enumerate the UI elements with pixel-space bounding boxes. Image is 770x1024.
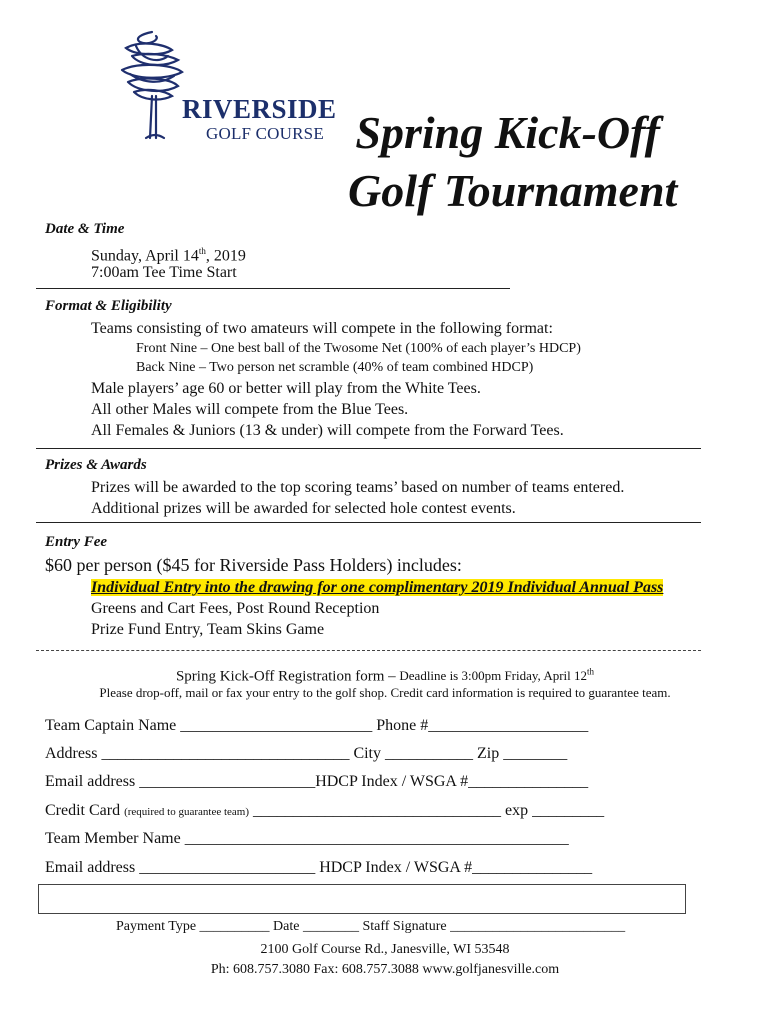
team-captain-phone-field[interactable]: Team Captain Name ________________________ Phone #____________________ [45, 717, 589, 734]
format-heading: Format & Eligibility [45, 298, 172, 314]
page-title [338, 104, 677, 220]
cut-line [36, 650, 701, 651]
eligibility-females: All Females & Juniors (13 & under) will compete from the Forward Tees. [91, 422, 564, 439]
tree-icon [112, 26, 192, 146]
divider [36, 288, 510, 289]
captain-email-hdcp-field[interactable]: Email address ______________________HDCP Index / WSGA #_______________ [45, 773, 589, 790]
title-line2: Golf Tournament [348, 165, 678, 216]
footer-contact: Ph: 608.757.3080 Fax: 608.757.3088 www.golfjanesville.com [210, 962, 560, 977]
date-sup: th [198, 246, 206, 256]
prizes-heading: Prizes & Awards [45, 457, 147, 473]
riverside-logo [112, 26, 337, 156]
entry-highlight [91, 577, 663, 598]
registration-deadline [399, 668, 594, 683]
credit-card-label: Credit Card [45, 802, 125, 819]
format-back-nine: Back Nine – Two person net scramble (40% of team combined HDCP) [136, 360, 534, 375]
registration-title [0, 662, 770, 686]
title-line1: Spring Kick-Off [355, 107, 660, 158]
entry-heading: Entry Fee [45, 534, 108, 550]
credit-card-blank[interactable]: _______________________________ exp _________ [249, 802, 605, 819]
eligibility-male60: Male players’ age 60 or better will play from the White Tees. [91, 380, 481, 397]
registration-instructions: Please drop-off, mail or fax your entry to the golf shop. Credit card information is required to guarantee team. [99, 685, 671, 700]
entry-item-prize-fund: Prize Fund Entry, Team Skins Game [91, 621, 325, 638]
format-front-nine: Front Nine – One best ball of the Twosome Net (100% of each player’s HDCP) [136, 341, 581, 356]
logo-wordmark [182, 96, 337, 142]
logo-line2: GOLF COURSE [206, 124, 324, 143]
prizes-line2: Additional prizes will be awarded for selected hole contest events. [91, 500, 516, 517]
payment-staff-line[interactable]: Payment Type __________ Date ________ Staff Signature _________________________ [116, 919, 626, 934]
prizes-line1: Prizes will be awarded to the top scoring teams’ based on number of teams entered. [91, 479, 625, 496]
entry-highlight-text: Individual Entry into the drawing for one complimentary 2019 Individual Annual Pass [91, 579, 664, 596]
registration-form-title: Spring Kick-Off Registration form – [175, 668, 400, 685]
credit-card-field[interactable] [45, 801, 604, 822]
date-time-heading: Date & Time [45, 221, 125, 237]
format-intro: Teams consisting of two amateurs will compete in the following format: [91, 320, 553, 337]
team-member-field[interactable]: Team Member Name ________________________________________________ [45, 830, 569, 847]
divider [36, 448, 701, 449]
tee-time: 7:00am Tee Time Start [91, 264, 237, 281]
entry-item-greens: Greens and Cart Fees, Post Round Reception [91, 600, 380, 617]
member-email-hdcp-field[interactable]: Email address ______________________ HDCP Index / WSGA #_______________ [45, 859, 593, 876]
office-use-box [38, 884, 686, 934]
date-pre: Sunday, April 14 [91, 247, 199, 265]
credit-card-note: (required to guarantee team) [124, 806, 249, 818]
address-city-zip-field[interactable]: Address _______________________________ City ___________ Zip ________ [45, 745, 568, 762]
logo-line1: RIVERSIDE [182, 94, 337, 124]
eligibility-males: All other Males will compete from the Blue Tees. [91, 401, 409, 418]
deadline-text: Deadline is 3:00pm Friday, April 12 [399, 668, 588, 684]
divider [36, 522, 701, 523]
entry-price: $60 per person ($45 for Riverside Pass Holders) includes: [45, 555, 462, 575]
footer-address: 2100 Golf Course Rd., Janesville, WI 53548 [260, 942, 510, 957]
date-post: , 2019 [205, 247, 246, 265]
deadline-sup: th [587, 667, 595, 677]
